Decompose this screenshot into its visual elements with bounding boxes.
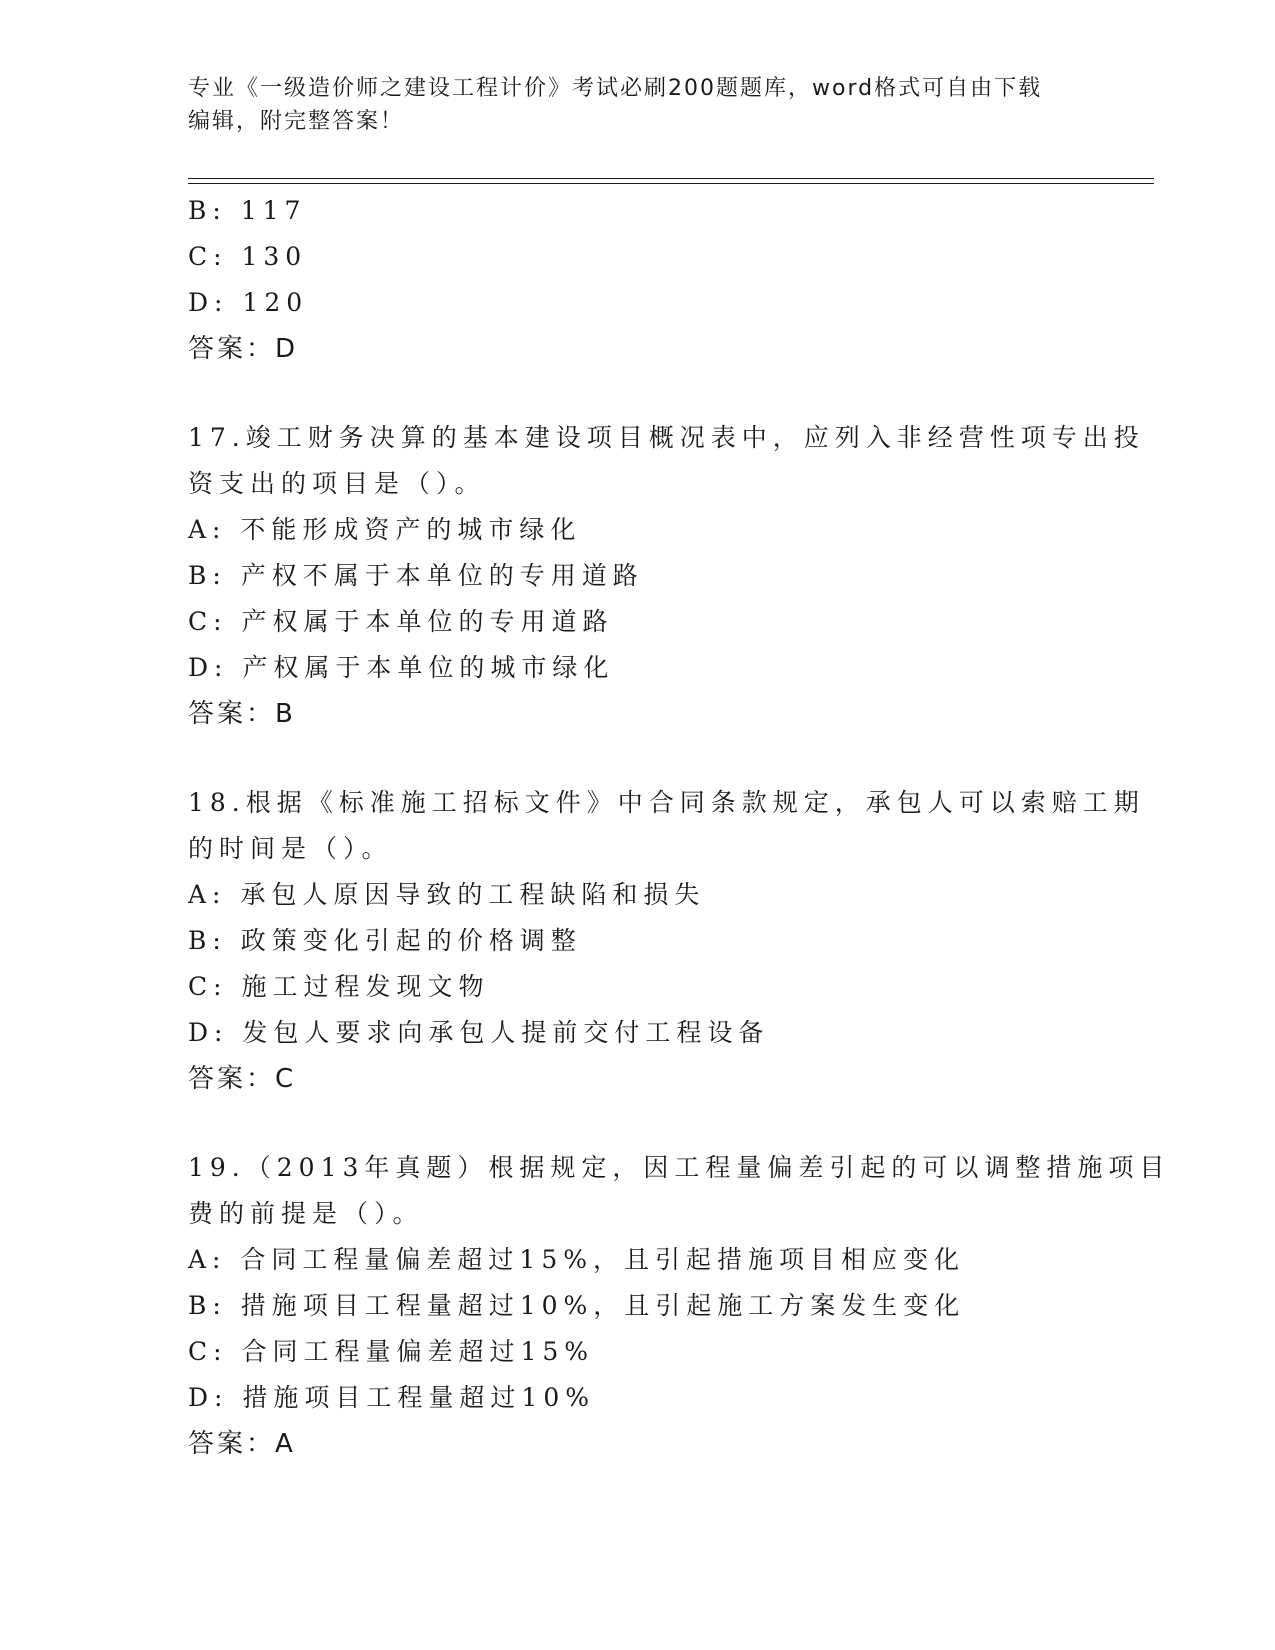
option-c: C: 产权属于本单位的专用道路: [188, 607, 614, 636]
question-stem-line-1: 17.竣工财务决算的基本建设项目概况表中，应列入非经营性项专出投: [188, 423, 1145, 452]
answer-line: 答案：A: [188, 1429, 296, 1459]
question-stem-line-1: 18.根据《标准施工招标文件》中合同条款规定，承包人可以索赔工期: [188, 788, 1145, 817]
option-c: C: 施工过程发现文物: [188, 972, 490, 1001]
option-c: C: 130: [188, 242, 308, 271]
question-stem-line-2: 费的前提是（）。: [188, 1199, 424, 1228]
option-d: D: 措施项目工程量超过10%: [188, 1383, 595, 1412]
header-divider-bottom: [188, 183, 1154, 184]
question-block-17: [188, 415, 1145, 737]
question-stem-line-2: 的时间是（）。: [188, 834, 393, 863]
option-d: D: 产权属于本单位的城市绿化: [188, 653, 615, 682]
option-b: B: 117: [188, 196, 307, 225]
answer-line: 答案：B: [188, 699, 296, 729]
option-d: D: 120: [188, 288, 309, 317]
option-a: A: 不能形成资产的城市绿化: [188, 515, 582, 544]
option-b: B: 政策变化引起的价格调整: [188, 926, 582, 955]
question-block-16: [188, 188, 1088, 372]
option-b: B: 措施项目工程量超过10%，且引起施工方案发生变化: [188, 1291, 966, 1320]
option-c: C: 合同工程量偏差超过15%: [188, 1337, 595, 1366]
question-block-19: [188, 1145, 1171, 1467]
answer-line: 答案：C: [188, 1064, 297, 1094]
answer-line: 答案：D: [188, 334, 299, 364]
header-divider-top: [188, 178, 1154, 179]
header-line-2: 编辑，附完整答案！: [188, 109, 405, 134]
option-b: B: 产权不属于本单位的专用道路: [188, 561, 644, 590]
option-a: A: 承包人原因导致的工程缺陷和损失: [188, 880, 706, 909]
question-list: [188, 188, 1171, 1467]
question-stem-line-1: 19.（2013年真题）根据规定，因工程量偏差引起的可以调整措施项目: [188, 1153, 1171, 1182]
header-line-1: 专业《一级造价师之建设工程计价》考试必刷200题题库，word格式可自由下载: [188, 76, 1043, 101]
option-a: A: 合同工程量偏差超过15%，且引起措施项目相应变化: [188, 1245, 965, 1274]
question-block-18: [188, 780, 1145, 1102]
option-d: D: 发包人要求向承包人提前交付工程设备: [188, 1018, 770, 1047]
page-header: [188, 72, 1068, 138]
question-stem-line-2: 资支出的项目是（）。: [188, 469, 486, 498]
